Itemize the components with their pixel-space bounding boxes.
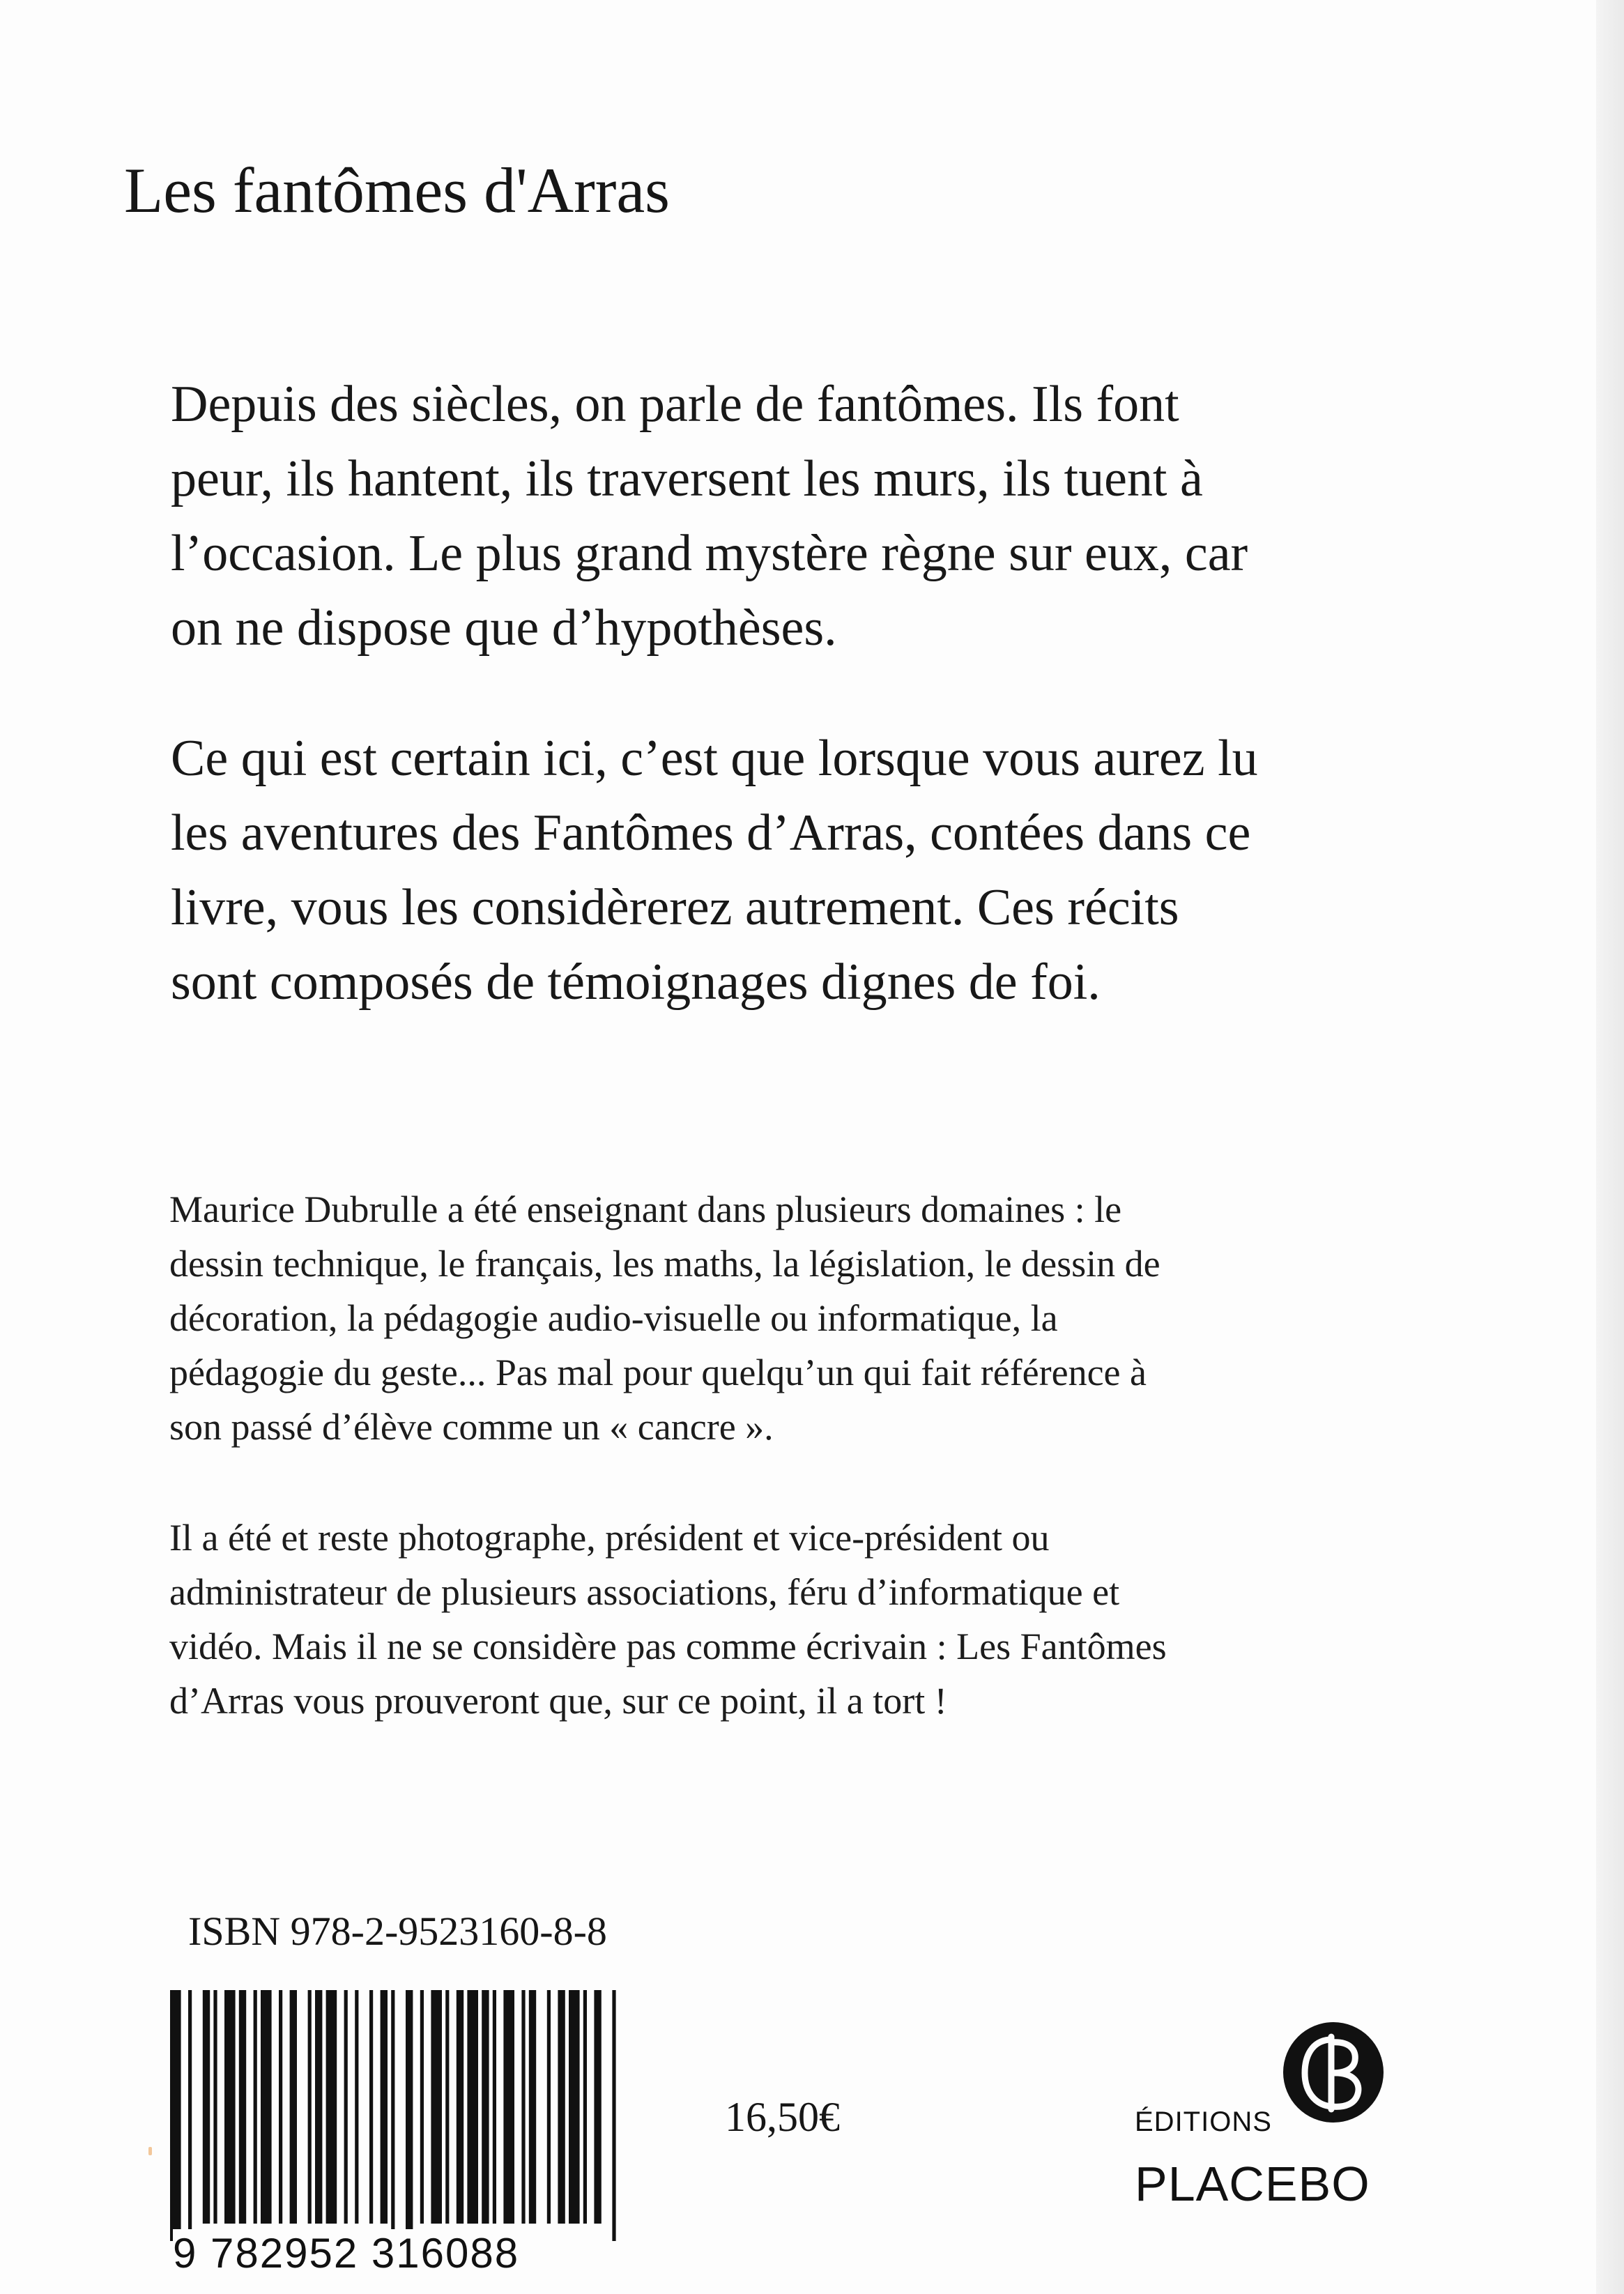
bio-line: dessin technique, le français, les maths, la législation, le dessin de — [169, 1243, 1160, 1285]
barcode-icon — [160, 1990, 700, 2245]
cover-edge-shadow — [1596, 0, 1624, 2294]
bio-line: décoration, la pédagogie audio-visuelle ou informatique, la — [169, 1297, 1058, 1339]
barcode-bars — [160, 1990, 700, 2245]
bio-line: Il a été et reste photographe, président et vice-président ou — [169, 1517, 1050, 1559]
author-bio-paragraph-2 — [169, 1511, 1445, 1728]
bio-line: son passé d’élève comme un « cancre ». — [169, 1406, 774, 1448]
blurb-line: Depuis des siècles, on parle de fantômes. Ils font — [171, 376, 1179, 433]
bio-line: d’Arras vous prouveront que, sur ce point, il a tort ! — [169, 1680, 947, 1722]
bio-line: Maurice Dubrulle a été enseignant dans plusieurs domaines : le — [169, 1188, 1122, 1230]
blurb-line: Ce qui est certain ici, c’est que lorsque vous aurez lu — [171, 730, 1258, 787]
bio-line: administrateur de plusieurs associations, féru d’informatique et — [169, 1571, 1120, 1613]
bio-line: pédagogie du geste... Pas mal pour quelqu’un qui fait référence à — [169, 1352, 1147, 1393]
blurb-line: on ne dispose que d’hypothèses. — [171, 599, 837, 657]
blurb-paragraph-2 — [171, 721, 1356, 1020]
price-label: 16,50€ — [725, 2094, 840, 2140]
publisher-editions-label: ÉDITIONS — [1135, 2106, 1272, 2137]
blurb-paragraph-1 — [171, 367, 1356, 666]
blurb-line: les aventures des Fantômes d’Arras, contées dans ce — [171, 804, 1251, 862]
publisher-monogram-icon — [1281, 2020, 1386, 2125]
blurb-line: livre, vous les considèrerez autrement. Ces récits — [171, 879, 1179, 936]
isbn-label: ISBN 978-2-9523160-8-8 — [188, 1909, 607, 1954]
book-title: Les fantômes d'Arras — [124, 155, 670, 226]
blurb-line: l’occasion. Le plus grand mystère règne sur eux, car — [171, 525, 1248, 582]
blurb-line: peur, ils hantent, ils traversent les murs, ils tuent à — [171, 450, 1203, 507]
bio-line: vidéo. Mais il ne se considère pas comme écrivain : Les Fantômes — [169, 1626, 1167, 1667]
blurb-line: sont composés de témoignages dignes de foi. — [171, 954, 1101, 1011]
barcode-number: 9 782952 316088 — [173, 2230, 520, 2277]
publisher-name: PLACEBO — [1135, 2157, 1370, 2211]
author-bio-paragraph-1 — [169, 1182, 1445, 1454]
paper-speck — [148, 2147, 152, 2155]
